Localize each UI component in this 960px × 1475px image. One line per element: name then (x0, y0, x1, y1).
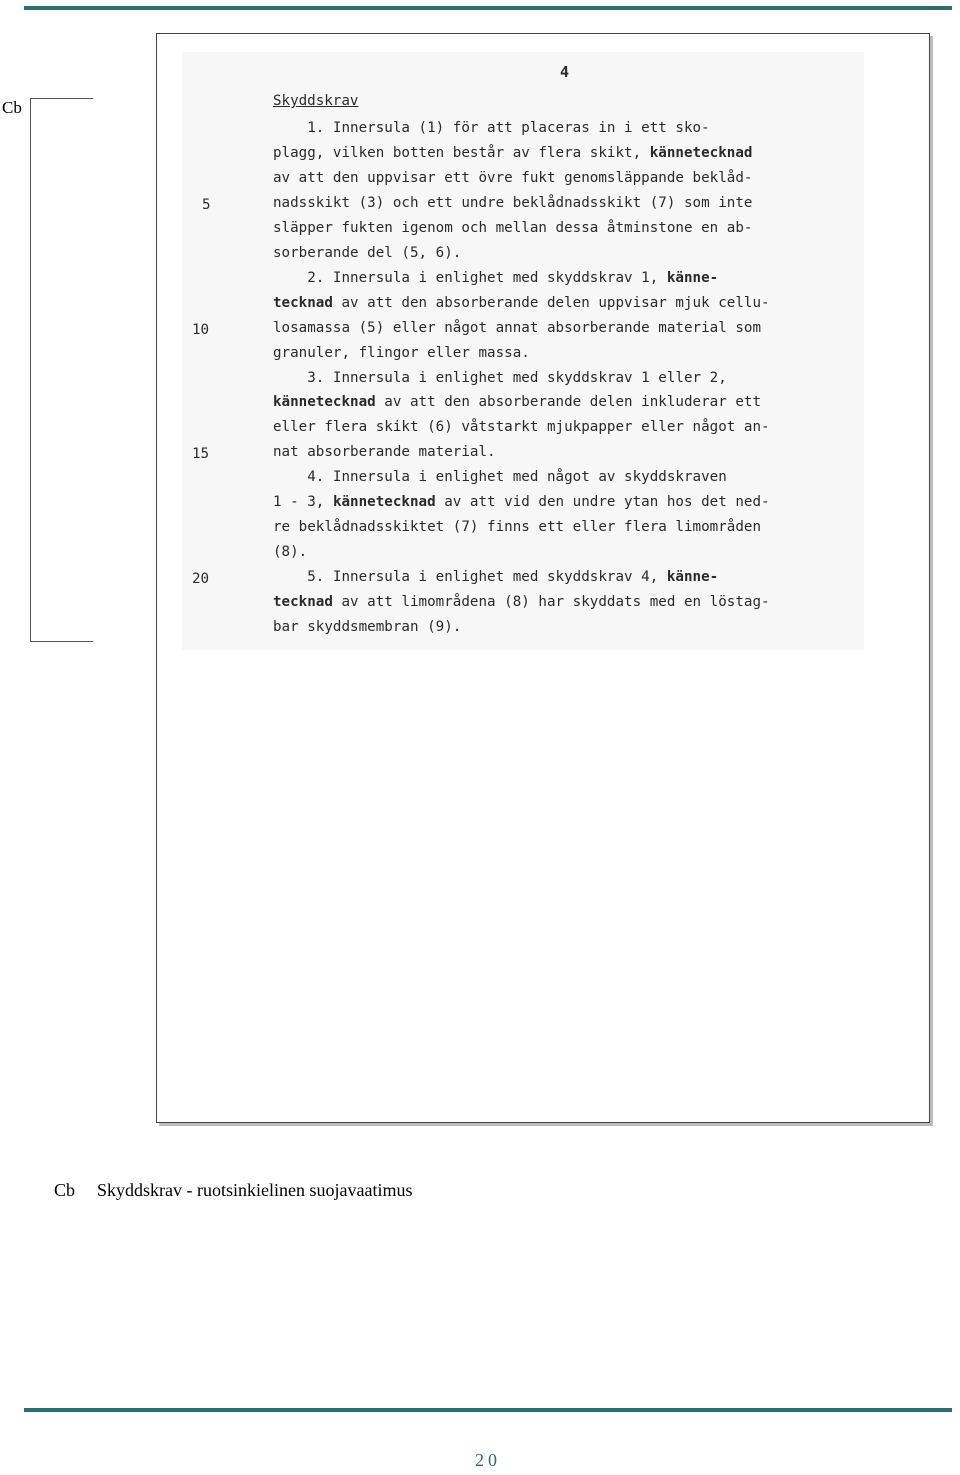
scan-text-line (273, 270, 718, 286)
scan-text-segment: 1 - 3, (273, 494, 333, 511)
scan-line-number: 15 (192, 446, 210, 463)
scan-line-number: 20 (192, 571, 210, 588)
scan-text-line (273, 394, 761, 410)
scan-text-line (273, 170, 752, 186)
scan-line-number: 5 (202, 196, 211, 213)
scan-text-line (273, 295, 770, 311)
scan-line-number: 10 (192, 321, 210, 338)
top-rule (24, 6, 952, 10)
scan-text-bold: kännetecknad (273, 394, 376, 411)
scan-text-line (273, 519, 761, 535)
scan-text-segment: bar skyddsmembran (9). (273, 619, 462, 635)
scan-text-line (273, 195, 752, 211)
scan-text-line (273, 469, 727, 485)
scan-text-segment: 4. Innersula i enlighet med något av skyddskraven (273, 469, 727, 486)
scan-text-bold: kännetecknad (332, 494, 436, 511)
scan-text-segment: sorberande del (5, 6). (273, 244, 462, 261)
scan-text-segment: 5. Innersula i enlighet med skyddskrav 4, (273, 569, 667, 586)
scan-text-segment: 1. Innersula (1) för att placeras in i ett sko- (273, 120, 710, 136)
caption-title: Skyddskrav - ruotsinkielinen suojavaatimus (97, 1180, 413, 1200)
scan-text-segment: losamassa (5) eller något annat absorberande material som (273, 319, 762, 336)
document-frame (156, 33, 930, 1123)
scan-text-line (273, 444, 496, 460)
scan-text-line (273, 544, 307, 560)
scan-text-segment: 3. Innersula i enlighet med skyddskrav 1 eller 2, (273, 369, 727, 386)
scan-text-segment: plagg, vilken botten består av flera skikt, (273, 144, 650, 161)
side-label: Cb (2, 98, 22, 117)
scan-text-line (273, 569, 718, 585)
scan-text-segment: av att den absorberande delen inkluderar ett (375, 394, 762, 411)
scan-text-bold: känne- (666, 569, 719, 586)
scan-text-segment: släpper fukten igenom och mellan dessa åtminstone en ab- (273, 219, 753, 236)
footer-page-number: 20 (475, 1450, 501, 1470)
scan-text-segment: av att den uppvisar ett övre fukt genomsläppande beklåd- (273, 169, 753, 186)
bottom-rule (24, 1408, 952, 1412)
scan-text-line (273, 320, 761, 336)
scan-page-number: 4 (560, 63, 570, 81)
scan-heading: Skyddskrav (273, 93, 359, 109)
scan-text-line (273, 120, 710, 136)
scan-text-line (273, 245, 461, 261)
scan-text-line (273, 345, 530, 361)
scan-text-bold: tecknad (273, 594, 333, 611)
scan-text-bold: känne- (666, 269, 719, 286)
scan-text-line (273, 370, 727, 386)
scanned-page (182, 52, 864, 650)
scan-text-line (273, 419, 770, 435)
scan-text-segment: 2. Innersula i enlighet med skyddskrav 1, (273, 269, 667, 286)
scan-text-segment: nadsskikt (3) och ett undre beklådnadsskikt (7) som inte (273, 194, 753, 211)
scan-text-segment: granuler, flingor eller massa. (273, 344, 530, 361)
scan-text-segment: av att den absorberande delen uppvisar mjuk cellu- (332, 294, 770, 311)
scan-text-line (273, 145, 752, 161)
scan-text-line (273, 619, 461, 635)
scan-text-segment: nat absorberande material. (273, 444, 496, 461)
scan-text-line (273, 220, 752, 236)
scan-text-bold: tecknad (273, 294, 333, 311)
scan-text-segment: av att vid den undre ytan hos det ned- (435, 494, 770, 511)
scan-text-segment: (8). (273, 544, 308, 561)
caption-code: Cb (54, 1180, 76, 1200)
scan-text-segment: eller flera skikt (6) våtstarkt mjukpapper eller något an- (273, 419, 770, 436)
side-bracket (30, 98, 93, 642)
scan-text-line (273, 494, 770, 510)
scan-text-line (273, 594, 770, 610)
scan-text-segment: av att limområdena (8) har skyddats med en löstag- (332, 594, 770, 611)
scan-text-segment: re beklådnadsskiktet (7) finns ett eller flera limområden (273, 519, 762, 536)
scan-text-bold: kännetecknad (649, 144, 753, 161)
